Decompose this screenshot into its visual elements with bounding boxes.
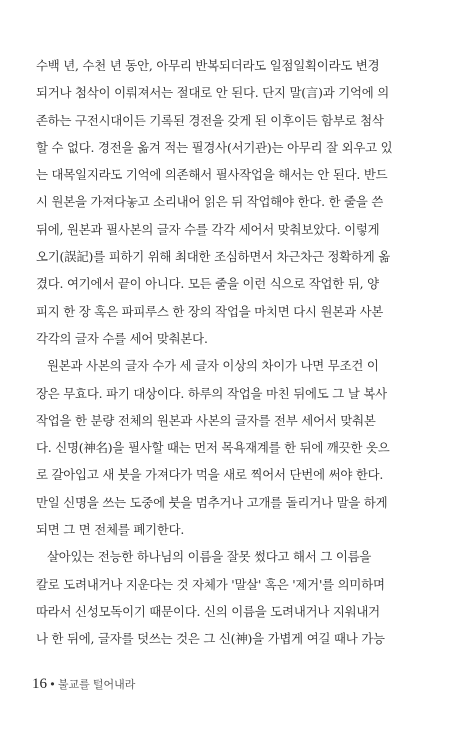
body-line: 시 원본을 가져다놓고 소리내어 읽은 뒤 작업해야 한다. 한 줄을 쓴: [36, 194, 384, 210]
body-line: 오기(誤記)를 피하기 위해 최대한 조심하면서 차근차근 정확하게 옮: [36, 249, 391, 265]
body-line: 로 갈아입고 새 붓을 가져다가 먹을 새로 찍어서 단번에 써야 한다.: [36, 467, 384, 483]
body-line: 존하는 구전시대이든 기록된 경전을 갖게 된 이후이든 함부로 첨삭: [36, 112, 384, 128]
body-line: 다. 신명(神名)을 필사할 때는 먼저 목욕재계를 한 뒤에 깨끗한 옷으: [36, 440, 390, 456]
body-line: 작업을 한 분량 전체의 원본과 사본의 글자를 전부 세어서 맞춰본: [36, 412, 376, 428]
paragraph-start-line: 원본과 사본의 글자 수가 세 글자 이상의 차이가 나면 무조건 이: [47, 358, 379, 374]
page-footer: [32, 676, 135, 693]
body-line: 되면 그 면 전체를 폐기한다.: [36, 522, 185, 538]
body-line: 는 대목일지라도 기억에 의존해서 필사작업을 해서는 안 된다. 반드: [36, 167, 388, 183]
body-line: 나 한 뒤에, 글자를 덧쓰는 것은 그 신(神)을 가볍게 여길 때나 가능: [36, 631, 385, 647]
body-line: 만일 신명을 쓰는 도중에 붓을 멈추거나 고개를 돌리거나 말을 하게: [36, 494, 388, 510]
body-line: 할 수 없다. 경전을 옮겨 적는 필경사(서기관)는 아무리 잘 외우고 있: [36, 139, 393, 155]
footer-separator: •: [50, 677, 55, 691]
body-line: 칼로 도려내거나 지운다는 것 자체가 '말살' 혹은 '제거'를 의미하며: [36, 576, 385, 592]
body-line: 장은 무효다. 파기 대상이다. 하루의 작업을 마친 뒤에도 그 날 복사: [36, 385, 387, 401]
body-line: 되거나 첨삭이 이뤄져서는 절대로 안 된다. 단지 말(言)과 기억에 의: [36, 85, 390, 101]
page-number: 16: [32, 676, 47, 692]
running-title: 불교를 털어내라: [57, 679, 136, 691]
body-line: 수백 년, 수천 년 동안, 아무리 반복되더라도 일점일획이라도 변경: [36, 58, 380, 73]
body-line: 피지 한 장 혹은 파피루스 한 장의 작업을 마치면 다시 원본과 사본: [36, 303, 384, 319]
body-line: 각각의 글자 수를 세어 맞춰본다.: [36, 330, 208, 346]
body-text: [36, 52, 434, 653]
paragraph-start-line: 살아있는 전능한 하나님의 이름을 잘못 썼다고 해서 그 이름을: [47, 549, 372, 565]
body-line: 뒤에, 원본과 필사본의 글자 수를 각각 세어서 맞춰보았다. 이렇게: [36, 221, 380, 237]
body-line: 따라서 신성모독이기 때문이다. 신의 이름을 도려내거나 지워내거: [36, 603, 380, 619]
body-line: 겼다. 여기에서 끝이 아니다. 모든 줄을 이런 식으로 작업한 뒤, 양: [36, 276, 379, 292]
